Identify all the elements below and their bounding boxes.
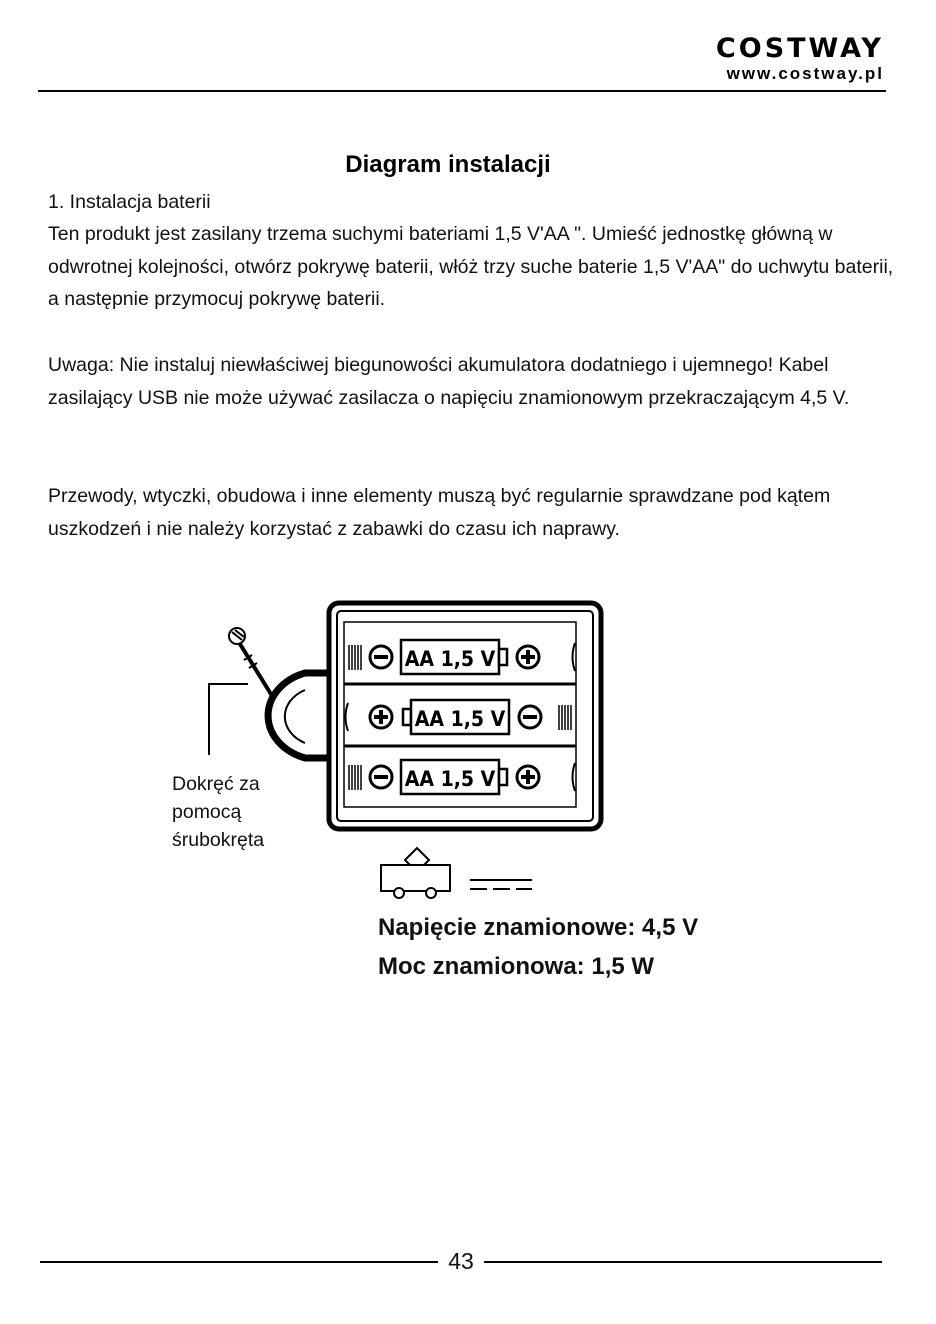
brand-url[interactable]: www.costway.pl bbox=[726, 64, 884, 83]
battery-cover-tab bbox=[268, 673, 330, 758]
battery-label: AA 1,5 V bbox=[414, 707, 506, 731]
negative-terminal-icon bbox=[370, 646, 392, 668]
brand-header bbox=[716, 34, 884, 84]
section-heading: 1. Instalacja baterii bbox=[48, 191, 211, 213]
screwdriver-caption: Dokręć za pomocą śrubokręta bbox=[172, 773, 265, 851]
paragraph-instructions: Ten produkt jest zasilany trzema suchymi bateriami 1,5 V'AA ". Umieść jednostkę główną w odwrotnej kolejności, otwórz pokrywę baterii, włóż trzy suche baterie 1,5 V'AA" do uchwytu baterii, a następnie przymocuj pokrywę baterii. bbox=[48, 223, 894, 310]
toy-car-icon bbox=[381, 848, 450, 898]
paragraph-warning: Uwaga: Nie instaluj niewłaściwej biegunowości akumulatora dodatniego i ujemnego! Kabel zasilający USB nie może używać zasilacza o napięciu znamionowym przekraczającym 4,5 V. bbox=[48, 354, 850, 409]
paragraph-inspection: Przewody, wtyczki, obudowa i inne elementy muszą być regularnie sprawdzane pod kątem uszkodzeń i nie należy korzystać z zabawki do czasu ich naprawy. bbox=[48, 485, 831, 540]
positive-terminal-icon bbox=[370, 706, 392, 728]
screw-pointer-line bbox=[209, 684, 248, 755]
positive-terminal-icon bbox=[517, 646, 539, 668]
battery-label: AA 1,5 V bbox=[404, 647, 496, 671]
page-title: Diagram instalacji bbox=[345, 151, 551, 178]
brand-logo: COSTWAY bbox=[715, 33, 884, 64]
footer-divider-right bbox=[484, 1261, 882, 1263]
battery-installation-diagram bbox=[160, 590, 620, 910]
page-number: 43 bbox=[448, 1248, 474, 1274]
dc-current-icon bbox=[470, 880, 532, 889]
rated-power: Moc znamionowa: 1,5 W bbox=[378, 953, 655, 980]
negative-terminal-icon bbox=[370, 766, 392, 788]
positive-terminal-icon bbox=[517, 766, 539, 788]
header-divider bbox=[38, 90, 886, 92]
footer-divider-left bbox=[40, 1261, 438, 1263]
rated-voltage: Napięcie znamionowe: 4,5 V bbox=[378, 914, 699, 941]
battery-label: AA 1,5 V bbox=[404, 767, 496, 791]
negative-terminal-icon bbox=[519, 706, 541, 728]
